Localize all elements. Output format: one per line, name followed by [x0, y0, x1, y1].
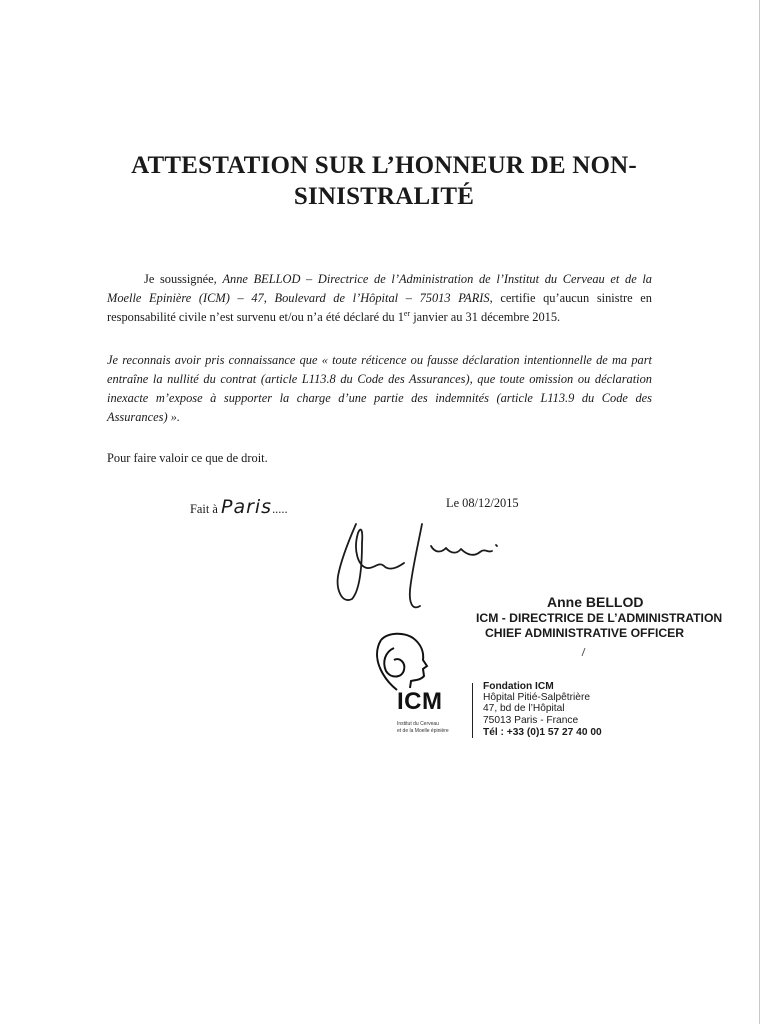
date-line: Le 08/12/2015	[446, 496, 519, 510]
acknowledgement-paragraph: Je reconnais avoir pris connaissance que « toute réticence ou fausse déclaration intentionnelle de ma part entraîne la nullité du contrat (article L113.8 du Code des Assurances), que toute omission ou déclaration inexacte m’expose à supporter la charge d’une partie des indemnités (article L113.9 du Code des Assurances) ».	[107, 353, 652, 424]
stamp-divider	[472, 683, 473, 738]
handwritten-signature	[338, 524, 497, 607]
stamp-hospital: Hôpital Pitié-Salpêtrière	[483, 692, 591, 703]
icm-logo-text: ICM	[397, 688, 443, 715]
small-pen-mark	[582, 648, 585, 656]
identity-text: Anne BELLOD – Directrice de l’Administration de l’Institut du Cerveau et de la Moelle Epinière (ICM) – 47, Boulevard de l’Hôpital – 75013 PARIS	[107, 272, 652, 305]
ordinal-superscript: er	[403, 308, 411, 318]
certification-text: , certifie qu’aucun sinistre en responsabilité civile n’est survenu et/ou n’a été déclaré du 1	[107, 291, 652, 324]
title-line-1: ATTESTATION SUR L’HONNEUR DE NON-	[131, 152, 637, 179]
signatory-role-fr: ICM - DIRECTRICE DE L’ADMINISTRATION	[476, 611, 723, 625]
closing-paragraph: Pour faire valoir ce que de droit.	[107, 451, 268, 465]
logo-tagline-1: Institut du Cerveau	[397, 721, 439, 727]
logo-tagline-2: et de la Moelle épinière	[397, 728, 449, 734]
handwritten-place: Paris	[220, 496, 273, 518]
stamp-phone: Tél : +33 (0)1 57 27 40 00	[483, 727, 602, 738]
stamp-street: 47, bd de l’Hôpital	[483, 703, 565, 714]
icm-head-logo-icon	[377, 634, 427, 690]
stamp-org: Fondation ICM	[483, 681, 554, 692]
title-line-2: SINISTRALITÉ	[293, 183, 475, 210]
place-label: Fait à	[190, 502, 221, 516]
place-dots: .....	[272, 502, 288, 516]
period-text: janvier au 31 décembre 2015.	[410, 310, 561, 324]
signatory-role-en: CHIEF ADMINISTRATIVE OFFICER	[485, 626, 685, 640]
signatory-name: Anne BELLOD	[547, 594, 644, 610]
intro-text: Je soussignée,	[144, 272, 223, 286]
stamp-city: 75013 Paris - France	[483, 715, 579, 726]
